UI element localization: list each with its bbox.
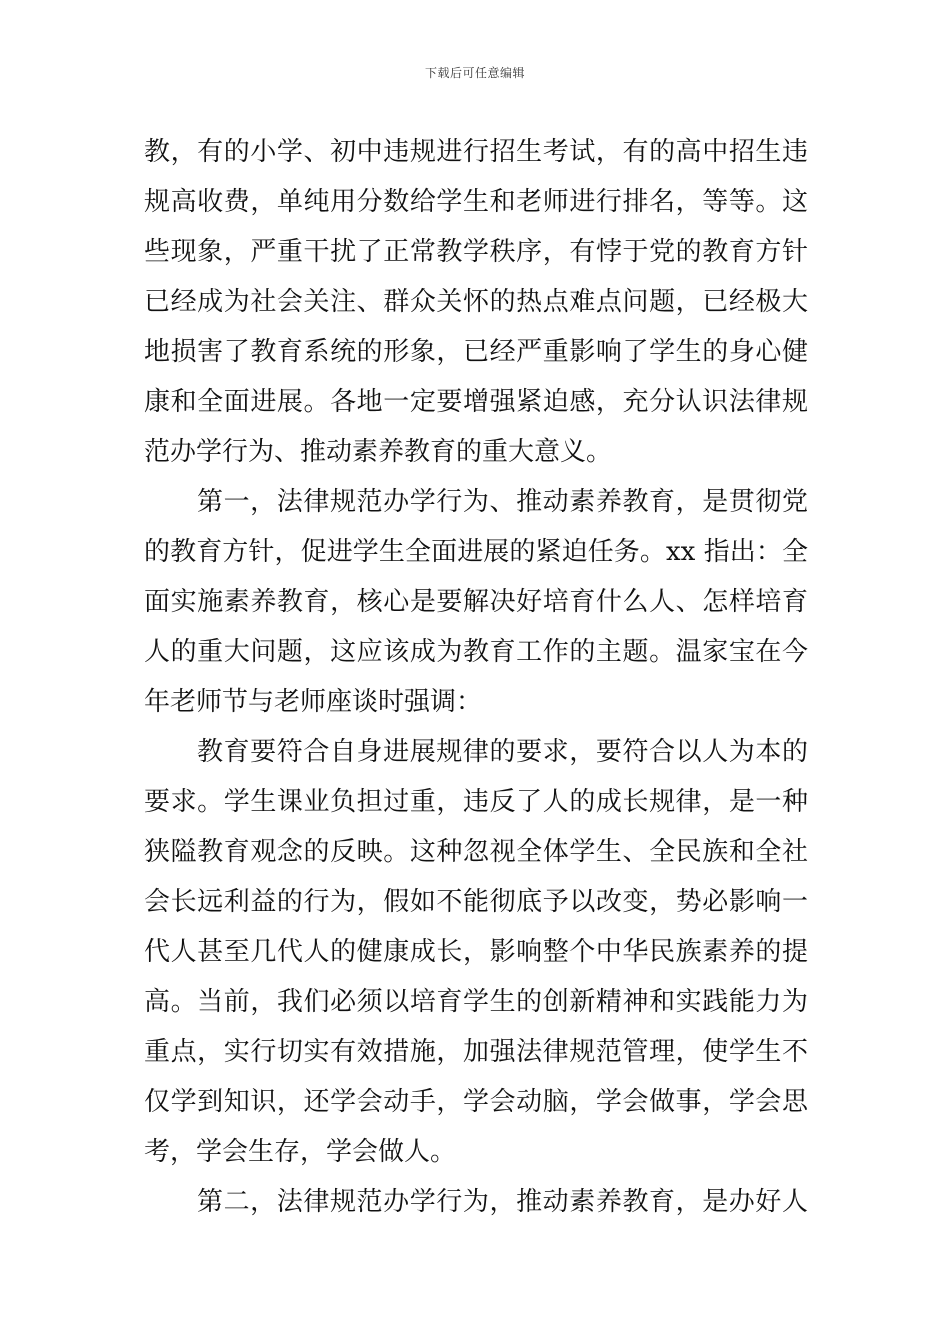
text-line: 已经成为社会关注、群众关怀的热点难点问题，已经极大 — [144, 287, 808, 317]
text-line: 康和全面进展。各地一定要增强紧迫感，充分认识法律规 — [144, 387, 808, 417]
text-line: 地损害了教育系统的形象，已经严重影响了学生的身心健 — [144, 337, 808, 367]
text-line: 的教育方针，促进学生全面进展的紧迫任务。xx 指出：全 — [144, 537, 808, 567]
text-line: 要求。学生课业负担过重，违反了人的成长规律，是一种 — [144, 787, 808, 817]
text-line: 教，有的小学、初中违规进行招生考试，有的高中招生违 — [144, 137, 808, 167]
text-line: 人的重大问题，这应该成为教育工作的主题。温家宝在今 — [144, 637, 808, 667]
text-line: 重点，实行切实有效措施，加强法律规范管理，使学生不 — [144, 1037, 808, 1067]
text-line: 仅学到知识，还学会动手，学会动脑，学会做事，学会思 — [144, 1087, 808, 1117]
text-line: 第二，法律规范办学行为，推动素养教育，是办好人 — [197, 1187, 808, 1217]
text-line: 考，学会生存，学会做人。 — [144, 1137, 457, 1167]
header-note: 下载后可任意编辑 — [424, 66, 525, 80]
text-line: 会长远利益的行为，假如不能彻底予以改变，势必影响一 — [144, 887, 808, 917]
text-line: 狭隘教育观念的反映。这种忽视全体学生、全民族和全社 — [144, 837, 808, 867]
text-line: 第一，法律规范办学行为、推动素养教育，是贯彻党 — [197, 487, 808, 517]
body-text — [144, 127, 808, 1227]
text-line: 些现象，严重干扰了正常教学秩序，有悖于党的教育方针 — [144, 237, 808, 267]
text-line: 高。当前，我们必须以培育学生的创新精神和实践能力为 — [144, 987, 808, 1017]
text-line: 代人甚至几代人的健康成长，影响整个中华民族素养的提 — [144, 937, 808, 967]
text-line: 教育要符合自身进展规律的要求，要符合以人为本的 — [197, 737, 808, 767]
text-line: 范办学行为、推动素养教育的重大意义。 — [144, 437, 613, 467]
text-line: 年老师节与老师座谈时强调： — [144, 687, 483, 717]
text-line: 规高收费，单纯用分数给学生和老师进行排名，等等。这 — [144, 187, 808, 217]
text-line: 面实施素养教育，核心是要解决好培育什么人、怎样培育 — [144, 587, 808, 617]
